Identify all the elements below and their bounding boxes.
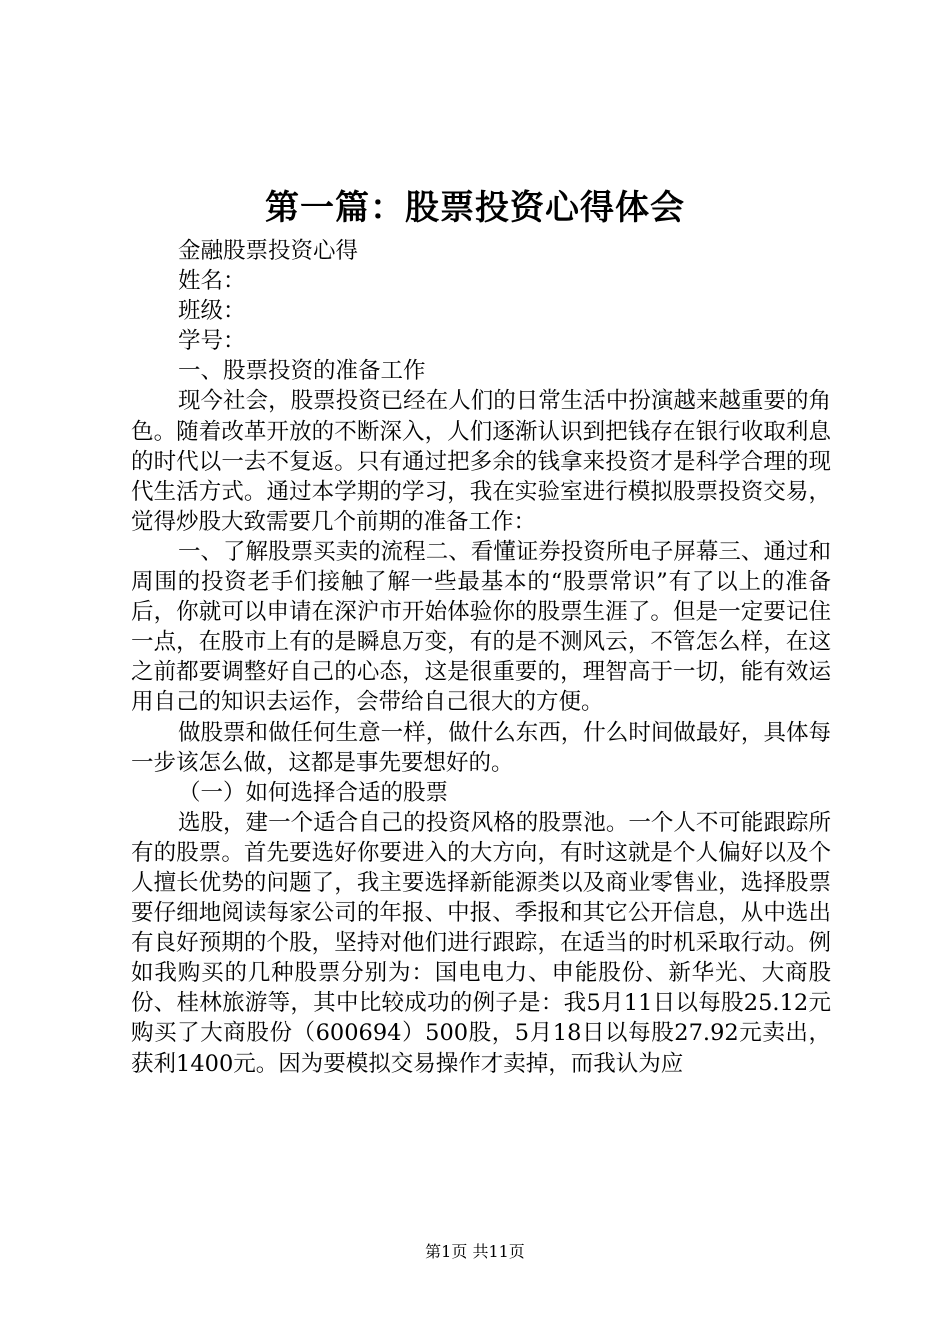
page-footer: 第1页 共11页 [425,1242,525,1261]
paragraph: 选股，建一个适合自己的投资风格的股票池。一个人不可能跟踪所有的股票。首先要选好你要进入的大方向，有时这就是个人偏好以及个人擅长优势的问题了，我主要选择新能源类以及商业零售业，选择股票要仔细地阅读每家公司的年报、中报、季报和其它公开信息，从中选出有良好预期的个股，坚持对他们进行跟踪，在适当的时机采取行动。例如我购买的几种股票分别为：国电电力、申能股份、新华光、大商股份、桂林旅游等，其中比较成功的例子是：我5月11日以每股25.12元购买了大商股份（600694）500股，5月18日以每股27.92元卖出，获利1400元。因为要模拟交易操作才卖掉，而我认为应 [131,809,831,1077]
subtitle-line: 金融股票投资心得 [178,238,359,264]
class-line: 班级： [178,298,246,325]
student-id-line: 学号： [178,328,246,355]
document-body [131,236,831,1079]
name-line: 姓名： [178,268,246,295]
paragraph: 现今社会，股票投资已经在人们的日常生活中扮演越来越重要的角色。随着改革开放的不断深入，人们逐渐认识到把钱存在银行收取利息的时代以一去不复返。只有通过把多余的钱拿来投资才是科学合理的现代生活方式。通过本学期的学习，我在实验室进行模拟股票投资交易，觉得炒股大致需要几个前期的准备工作： [131,388,831,535]
paragraph: 做股票和做任何生意一样，做什么东西，什么时间做最好，具体每一步该怎么做，这都是事先要想好的。 [131,719,831,776]
subsection-heading: （一）如何选择合适的股票 [178,779,449,806]
section-heading: 一、股票投资的准备工作 [178,358,426,385]
paragraph: 一、了解股票买卖的流程二、看懂证券投资所电子屏幕三、通过和周围的投资老手们接触了解一些最基本的“股票常识”有了以上的准备后，你就可以申请在深沪市开始体验你的股票生涯了。但是一定要记住一点，在股市上有的是瞬息万变，有的是不测风云，不管怎么样，在这之前都要调整好自己的心态，这是很重要的，理智高于一切，能有效运用自己的知识去运作，会带给自己很大的方便。 [131,538,831,716]
document-title: 第一篇：股票投资心得体会 [265,188,685,228]
